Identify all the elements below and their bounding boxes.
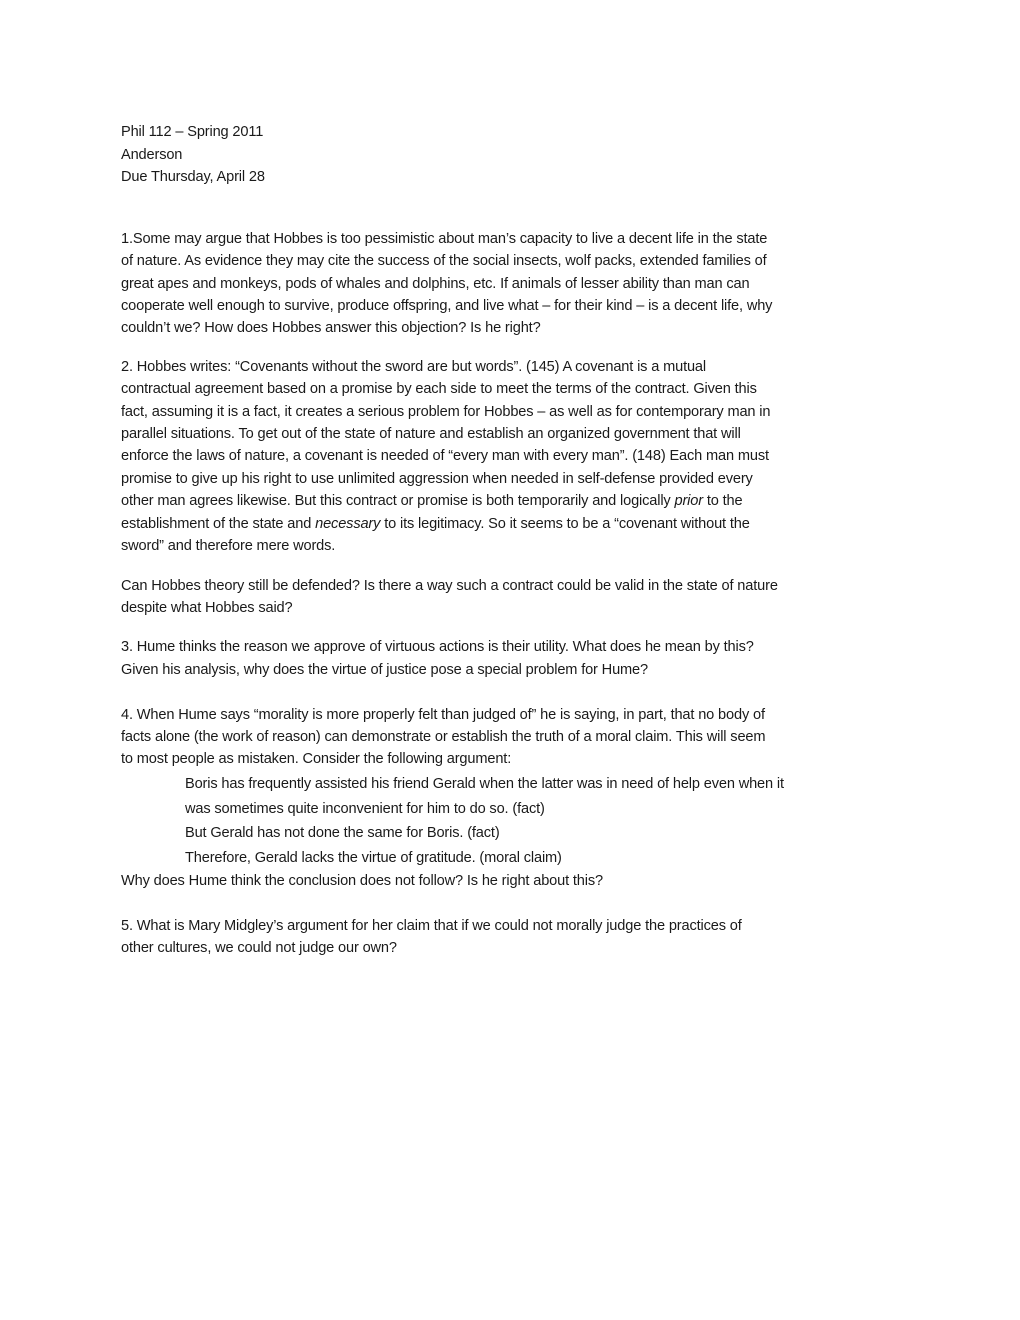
text-line: contractual agreement based on a promise by each side to meet the terms of the contract. Given this bbox=[121, 381, 757, 397]
emphasis-necessary: necessary bbox=[315, 516, 381, 532]
text-segment: to its legitimacy. So it seems to be a “covenant without the bbox=[380, 516, 750, 532]
text-line bbox=[121, 490, 742, 512]
emphasis-prior: prior bbox=[674, 493, 703, 509]
text-line: other cultures, we could not judge our own? bbox=[121, 940, 397, 956]
text-line: 2. Hobbes writes: “Covenants without the sword are but words”. (145) A covenant is a mutual bbox=[121, 359, 706, 375]
text-line: Why does Hume think the conclusion does not follow? Is he right about this? bbox=[121, 873, 603, 889]
text-line: sword” and therefore mere words. bbox=[121, 538, 336, 554]
text-line: to most people as mistaken. Consider the following argument: bbox=[121, 751, 512, 767]
text-line: parallel situations. To get out of the state of nature and establish an organized government that will bbox=[121, 426, 741, 442]
text-line: Can Hobbes theory still be defended? Is there a way such a contract could be valid in the state of nature bbox=[121, 578, 778, 594]
argument-conclusion: Therefore, Gerald lacks the virtue of gratitude. (moral claim) bbox=[185, 850, 562, 866]
text-line: fact, assuming it is a fact, it creates a serious problem for Hobbes – as well as for contemporary man in bbox=[121, 404, 771, 420]
argument-premise: But Gerald has not done the same for Boris. (fact) bbox=[185, 825, 500, 841]
text-line: facts alone (the work of reason) can demonstrate or establish the truth of a moral claim. This will seem bbox=[121, 729, 766, 745]
text-line: 4. When Hume says “morality is more properly felt than judged of” he is saying, in part, that no body of bbox=[121, 707, 765, 723]
text-line: 3. Hume thinks the reason we approve of virtuous actions is their utility. What does he mean by this? bbox=[121, 639, 754, 655]
argument-premise: was sometimes quite inconvenient for him to do so. (fact) bbox=[185, 801, 545, 817]
text-line: of nature. As evidence they may cite the success of the social insects, wolf packs, extended families of bbox=[121, 253, 767, 269]
text-segment: establishment of the state and bbox=[121, 516, 316, 532]
text-line: 1.Some may argue that Hobbes is too pessimistic about man’s capacity to live a decent life in the state bbox=[121, 231, 768, 247]
text-line: promise to give up his right to use unlimited aggression when needed in self-defense provided every bbox=[121, 471, 753, 487]
argument-premise: Boris has frequently assisted his friend Gerald when the latter was in need of help even when it bbox=[185, 776, 784, 792]
text-segment: to the bbox=[702, 493, 743, 509]
text-line: couldn’t we? How does Hobbes answer this objection? Is he right? bbox=[121, 320, 541, 336]
text-segment: other man agrees likewise. But this contract or promise is both temporarily and logically bbox=[121, 493, 675, 509]
text-line: despite what Hobbes said? bbox=[121, 600, 293, 616]
text-line bbox=[121, 513, 750, 535]
text-line: enforce the laws of nature, a covenant is needed of “every man with every man”. (148) Each man must bbox=[121, 448, 769, 464]
text-line: great apes and monkeys, pods of whales and dolphins, etc. If animals of lesser ability than man can bbox=[121, 276, 750, 292]
due-date-line: Due Thursday, April 28 bbox=[121, 169, 265, 185]
text-line: 5. What is Mary Midgley’s argument for her claim that if we could not morally judge the practices of bbox=[121, 918, 742, 934]
text-line: cooperate well enough to survive, produce offspring, and live what – for their kind – is a decent life, why bbox=[121, 298, 773, 314]
text-line: Given his analysis, why does the virtue of justice pose a special problem for Hume? bbox=[121, 662, 648, 678]
course-line: Phil 112 – Spring 2011 bbox=[121, 124, 264, 140]
instructor-line: Anderson bbox=[121, 147, 183, 163]
